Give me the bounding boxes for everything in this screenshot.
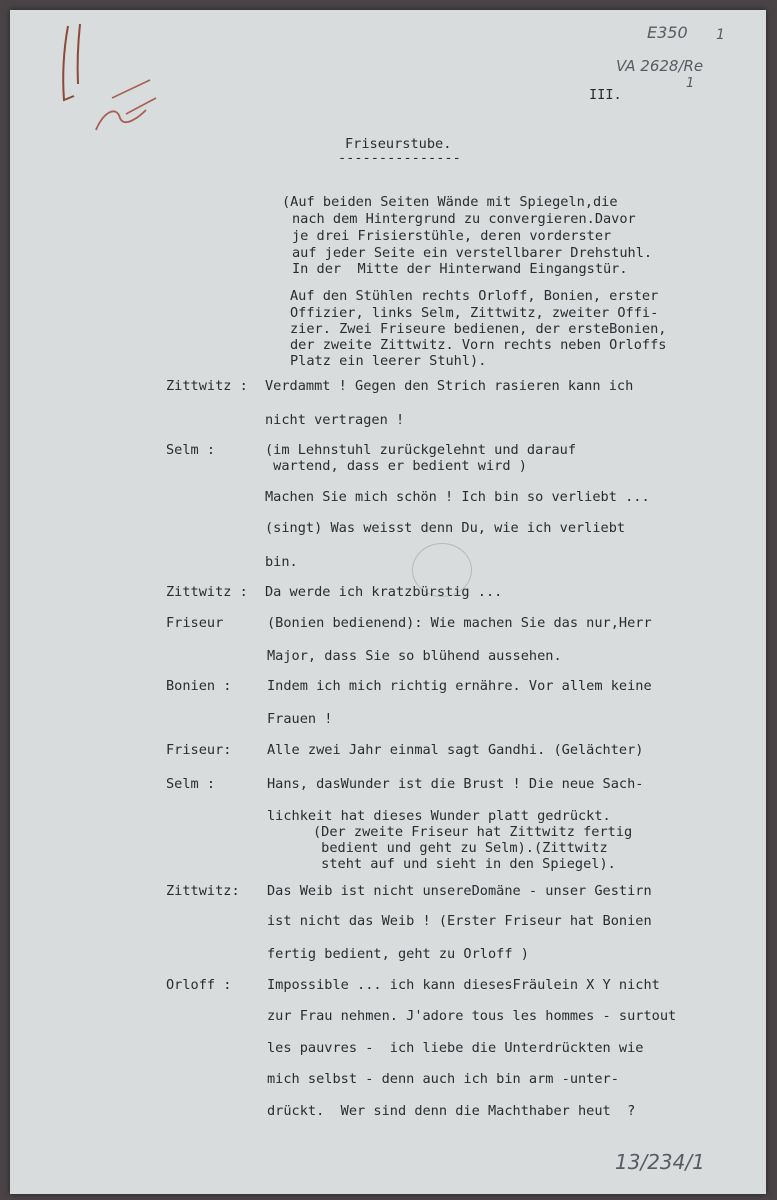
stage-direction-line: nach dem Hintergrund zu convergieren.Davor [292, 211, 636, 227]
stage-direction-line: Offizier, links Selm, Zittwitz, zweiter Offi- [290, 305, 659, 321]
title-underline: --------------- [338, 150, 461, 166]
shelf-reference: VA 2628/Re [616, 57, 704, 75]
stage-direction-line: In der Mitte der Hinterwand Eingangstür. [292, 261, 628, 277]
dialogue-line: Da werde ich kratzbürstig ... [265, 584, 503, 600]
dialogue-line: (Der zweite Friseur hat Zittwitz fertig [313, 824, 633, 840]
dialogue-line: Hans, dasWunder ist die Brust ! Die neue Sach- [267, 776, 644, 792]
dialogue-line: bin. [265, 554, 298, 570]
dialogue-line: (im Lehnstuhl zurückgelehnt und darauf [265, 442, 576, 458]
scene-number: III. [589, 87, 622, 103]
stage-direction-line: der zweite Zittwitz. Vorn rechts neben Orloffs [290, 337, 667, 353]
stage-direction-line: je drei Frisierstühle, deren vorderster [292, 228, 612, 244]
dialogue-line: bedient und geht zu Selm).(Zittwitz [313, 840, 608, 856]
speaker-name: Bonien : [166, 678, 232, 694]
bottom-reference: 13/234/1 [615, 1150, 705, 1174]
dialogue-line: ist nicht das Weib ! (Erster Friseur hat Bonien [267, 913, 652, 929]
stage-direction-line: Auf den Stühlen rechts Orloff, Bonien, erster [290, 288, 659, 304]
dialogue-line: Alle zwei Jahr einmal sagt Gandhi. (Gelächter) [267, 742, 644, 758]
dialogue-line: nicht vertragen ! [265, 412, 405, 428]
dialogue-line: lichkeit hat dieses Wunder platt gedrückt. [267, 808, 611, 824]
dialogue-line: zur Frau nehmen. J'adore tous les hommes - surtout [267, 1008, 677, 1024]
dialogue-line: mich selbst - denn auch ich bin arm -unter- [267, 1071, 619, 1087]
speaker-name: Orloff : [166, 977, 232, 993]
scene-title: Friseurstube. [345, 136, 452, 152]
stage-direction-line: Platz ein leerer Stuhl). [290, 353, 487, 369]
pencil-mark-icon [50, 18, 180, 148]
speaker-name: Zittwitz: [166, 883, 240, 899]
dialogue-line: les pauvres - ich liebe die Unterdrückten wie [267, 1040, 644, 1056]
speaker-name: Selm : [166, 776, 216, 792]
dialogue-line: Das Weib ist nicht unsereDomäne - unser Gestirn [267, 883, 652, 899]
speaker-name: Friseur [166, 615, 224, 631]
dialogue-line: fertig bedient, geht zu Orloff ) [267, 946, 529, 962]
stage-direction-line: (Auf beiden Seiten Wände mit Spiegeln,die [282, 194, 618, 210]
speaker-name: Selm : [166, 442, 216, 458]
dialogue-line: Frauen ! [267, 711, 333, 727]
stage-direction-line: zier. Zwei Friseure bedienen, der ersteBonien, [290, 321, 667, 337]
dialogue-line: drückt. Wer sind denn die Machthaber heut ? [267, 1103, 636, 1119]
typescript-page [10, 10, 766, 1194]
speaker-name: Zittwitz : [166, 378, 248, 394]
dialogue-line: Verdammt ! Gegen den Strich rasieren kann ich [265, 378, 634, 394]
archive-number: E350 [647, 23, 688, 42]
dialogue-line: (Bonien bedienend): Wie machen Sie das nur,Herr [267, 615, 652, 631]
shelf-reference-sub: 1 [686, 76, 695, 91]
dialogue-line: wartend, dass er bedient wird ) [265, 458, 527, 474]
speaker-name: Friseur: [166, 742, 232, 758]
dialogue-line: Major, dass Sie so blühend aussehen. [267, 648, 562, 664]
archive-mark: 1 [716, 27, 725, 43]
dialogue-line: steht auf und sieht in den Spiegel). [313, 856, 616, 872]
dialogue-line: Indem ich mich richtig ernähre. Vor allem keine [267, 678, 652, 694]
dialogue-line: Machen Sie mich schön ! Ich bin so verliebt ... [265, 489, 650, 505]
dialogue-line: (singt) Was weisst denn Du, wie ich verliebt [265, 520, 626, 536]
speaker-name: Zittwitz : [166, 584, 248, 600]
dialogue-line: Impossible ... ich kann diesesFräulein X Y nicht [267, 977, 660, 993]
stage-direction-line: auf jeder Seite ein verstellbarer Drehstuhl. [292, 245, 653, 261]
